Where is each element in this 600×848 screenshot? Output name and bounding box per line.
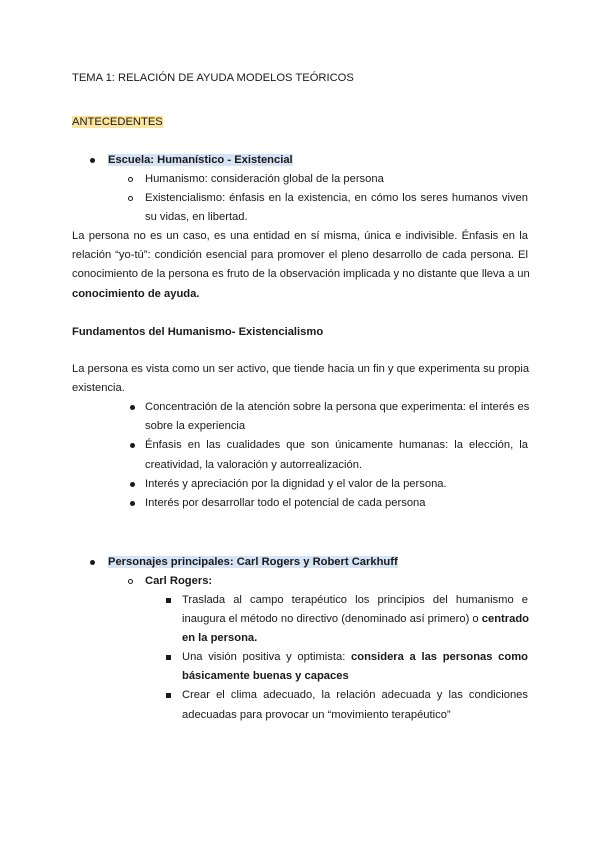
list-item: Énfasis en las cualidades que son únicamente humanas: la elección, la (145, 439, 528, 451)
bullet-icon (90, 158, 95, 163)
list-item: Crear el clima adecuado, la relación adecuada y las condiciones (182, 689, 528, 701)
escuela-label: Escuela: Humanístico - Existencial (108, 154, 293, 166)
list-item: Existencialismo: énfasis en la existencia, en cómo los seres humanos viven (145, 192, 528, 204)
list-item: Traslada al campo terapéutico los principios del humanismo e (182, 594, 528, 606)
personajes-heading (108, 555, 398, 569)
fundamentos-heading: Fundamentos del Humanismo- Existencialismo (72, 326, 324, 338)
paragraph-line: existencia. (72, 382, 125, 394)
bullet-icon (130, 443, 135, 448)
list-item-continuation: sobre la experiencia (145, 420, 246, 432)
rogers-heading: Carl Rogers: (145, 575, 213, 587)
bullet-icon (130, 501, 135, 506)
circle-bullet-icon (128, 196, 133, 201)
list-item (182, 650, 528, 664)
list-item-continuation: en la persona. (182, 632, 258, 644)
bold-span: centrado (481, 613, 529, 625)
bullet-icon (90, 560, 95, 565)
list-item-continuation (182, 612, 528, 626)
circle-bullet-icon (128, 579, 133, 584)
circle-bullet-icon (128, 177, 133, 182)
paragraph-line: conocimiento de ayuda. (72, 288, 200, 300)
paragraph-line: La persona no es un caso, es una entidad en sí misma, única e indivisible. Énfasis en la (72, 230, 528, 242)
paragraph-line: La persona es vista como un ser activo, que tiende hacia un fin y que experimenta su propia (72, 363, 530, 375)
square-bullet-icon (166, 655, 171, 660)
paragraph-line: relación “yo-tú”: condición esencial para promover el pleno desarrollo de cada persona. El (72, 249, 528, 261)
escuela-heading (108, 153, 293, 167)
personajes-label: Personajes principales: Carl Rogers y Robert Carkhuff (108, 556, 398, 568)
page-title: TEMA 1: RELACIÓN DE AYUDA MODELOS TEÓRICOS (72, 72, 354, 84)
bullet-icon (130, 482, 135, 487)
list-item-continuation: su vidas, en libertad. (145, 211, 248, 223)
list-item: Interés y apreciación por la dignidad y el valor de la persona. (145, 478, 447, 490)
list-item-continuation: adecuadas para provocar un “movimiento terapéutico” (182, 709, 451, 721)
antecedentes-label: ANTECEDENTES (72, 116, 163, 128)
square-bullet-icon (166, 693, 171, 698)
square-bullet-icon (166, 598, 171, 603)
bullet-icon (130, 405, 135, 410)
antecedentes-heading (72, 115, 163, 129)
list-item: Humanismo: consideración global de la persona (145, 173, 384, 185)
list-item: Concentración de la atención sobre la persona que experimenta: el interés es (145, 401, 530, 413)
list-item-continuation: creatividad, la valoración y autorrealización. (145, 459, 363, 471)
paragraph-line: conocimiento de la persona es fruto de la observación implicada y no distante que lleva a un (72, 268, 530, 280)
list-item: Interés por desarrollar todo el potencial de cada persona (145, 497, 426, 509)
text-span: inaugura el método no directivo (denominado así primero) o (182, 613, 482, 625)
list-item-continuation: básicamente buenas y capaces (182, 670, 349, 682)
bold-span: considera a las personas como (351, 651, 529, 663)
text-span: Una visión positiva y optimista: (182, 651, 352, 663)
